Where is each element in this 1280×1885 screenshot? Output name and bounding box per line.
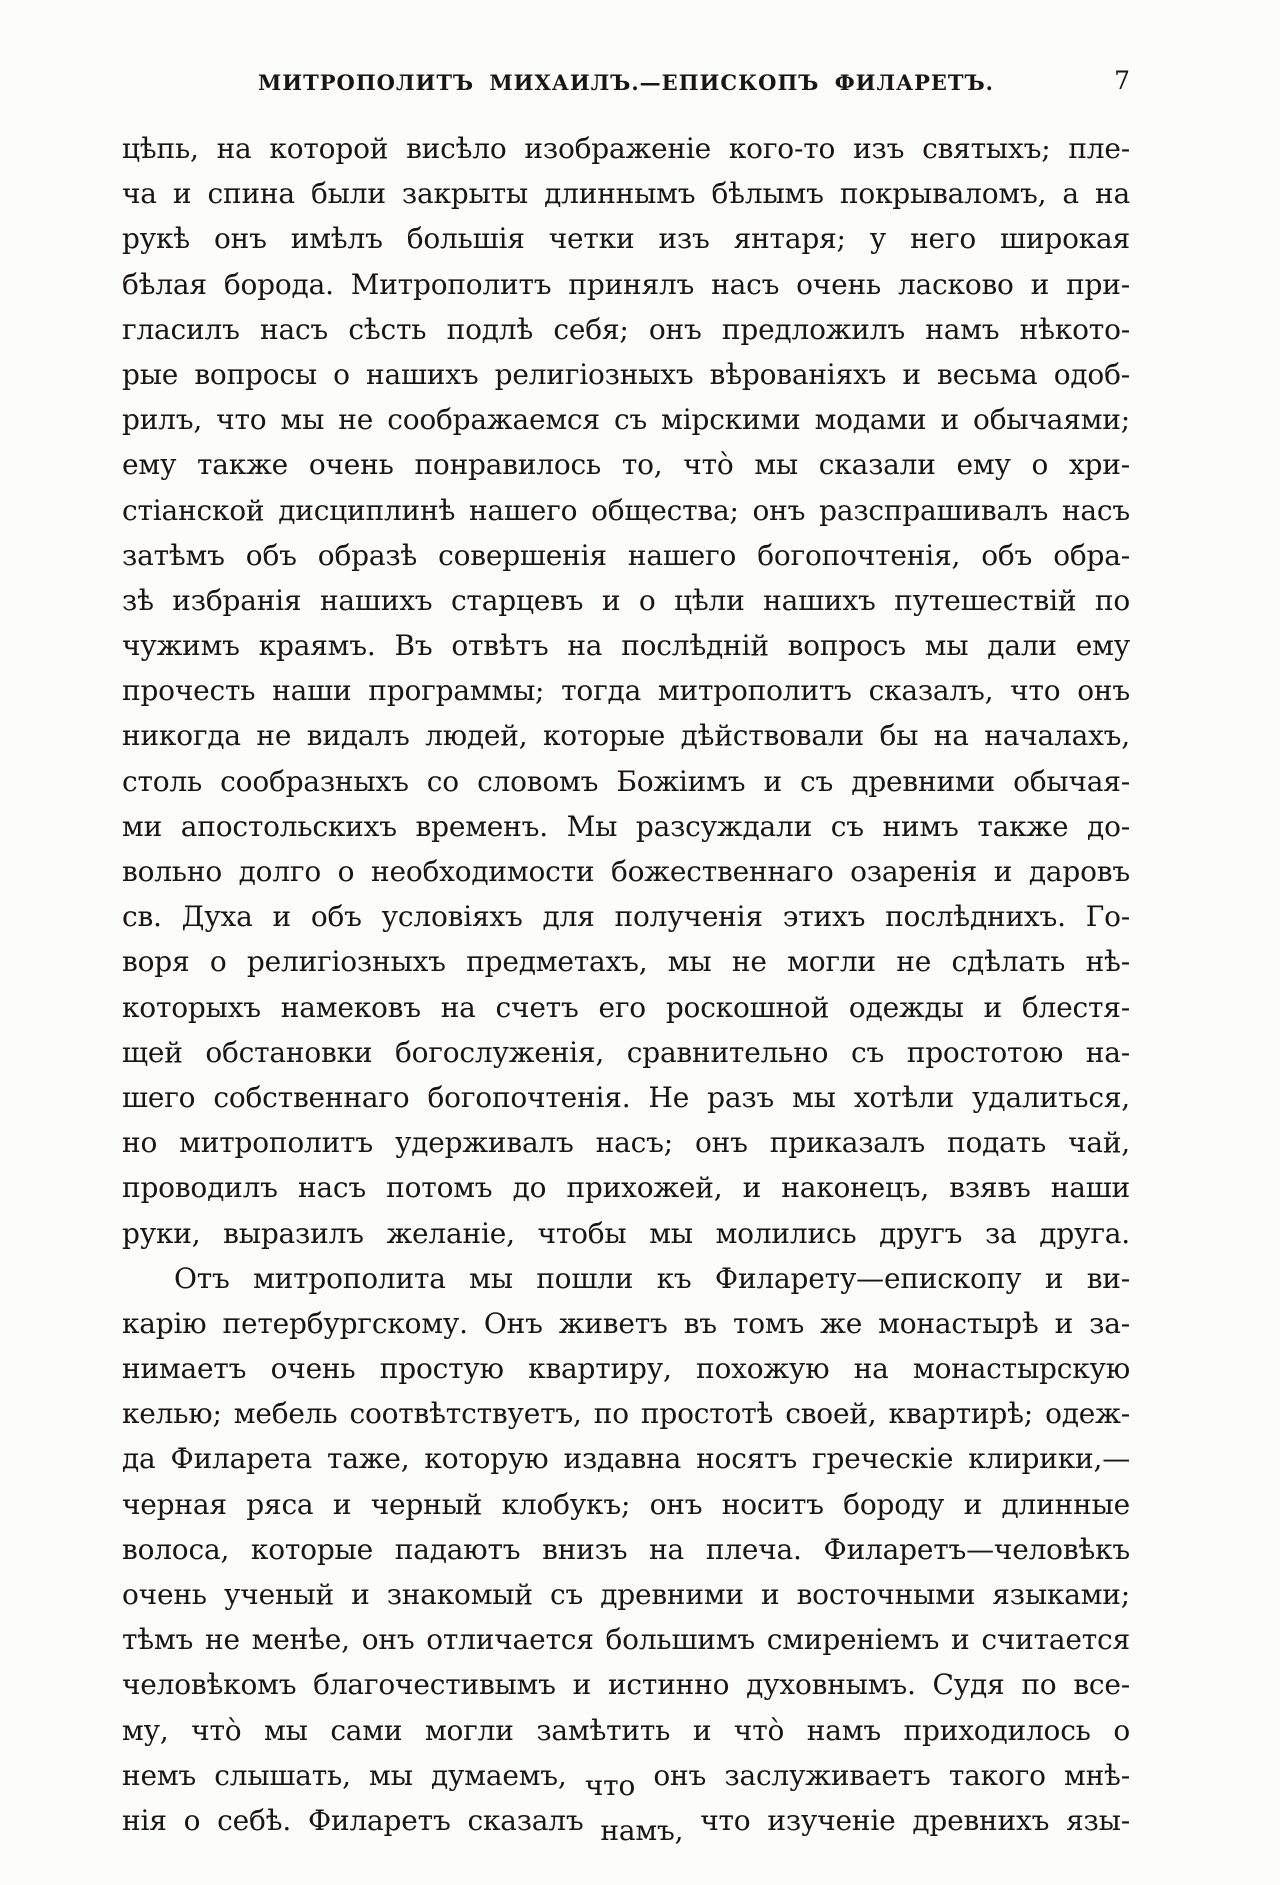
text-line: волоса, которые падаютъ внизъ на плеча. Филаретъ—человѣкъ bbox=[122, 1532, 1130, 1566]
text-line: рые вопросы о нашихъ религіозныхъ вѣрованіяхъ и весьма одоб- bbox=[122, 357, 1130, 391]
text-line: зѣ избранія нашихъ старцевъ и о цѣли нашихъ путешествій по bbox=[122, 583, 1130, 617]
text-line: цѣпь, на которой висѣло изображеніе кого-то изъ святыхъ; пле- bbox=[122, 132, 1130, 165]
text-line: но митрополитъ удерживалъ насъ; онъ приказалъ подать чай, bbox=[122, 1126, 1130, 1160]
text-line: щей обстановки богослуженія, сравнительно съ простотою на- bbox=[122, 1035, 1130, 1069]
text-line: никогда не видалъ людей, которые дѣйствовали бы на началахъ, bbox=[122, 719, 1130, 753]
text-line: нимаетъ очень простую квартиру, похожую на монастырскую bbox=[122, 1352, 1130, 1386]
sunken-word: намъ, bbox=[600, 1813, 684, 1847]
text-line: немъ слышать, мы думаемъ, что онъ заслуживаетъ такого мнѣ- bbox=[122, 1758, 1130, 1802]
text-line: карію петербургскому. Онъ живетъ въ томъ же монастырѣ и за- bbox=[122, 1306, 1130, 1340]
text-line: бѣлая борода. Митрополитъ принялъ насъ очень ласково и при- bbox=[122, 267, 1130, 301]
text-line: которыхъ намековъ на счетъ его роскошной одежды и блестя- bbox=[122, 990, 1130, 1024]
text-line: прочесть наши программы; тогда митрополитъ сказалъ, что онъ bbox=[122, 674, 1130, 708]
text-line: Отъ митрополита мы пошли къ Филарету—епископу и ви- bbox=[174, 1261, 1130, 1295]
text-line: воря о религіозныхъ предметахъ, мы не могли не сдѣлать нѣ- bbox=[122, 945, 1130, 979]
text-line: столь сообразныхъ со словомъ Божіимъ и съ древними обычая- bbox=[122, 764, 1130, 798]
text-line: келью; мебель соотвѣтствуетъ, по простотѣ своей, квартирѣ; одеж- bbox=[122, 1397, 1130, 1431]
text-line: проводилъ насъ потомъ до прихожей, и наконецъ, взявъ наши bbox=[122, 1171, 1130, 1205]
paragraph bbox=[122, 1256, 1130, 1847]
text-line: гласилъ насъ сѣсть подлѣ себя; онъ предложилъ намъ нѣкото- bbox=[122, 312, 1130, 346]
text-line: му, что̀ мы сами могли замѣтить и что̀ намъ приходилось о bbox=[122, 1713, 1130, 1747]
text-line: руки, выразилъ желаніе, чтобы мы молились другъ за друга. bbox=[122, 1216, 1130, 1250]
text-line: человѣкомъ благочестивымъ и истинно духовнымъ. Судя по все- bbox=[122, 1668, 1130, 1702]
text-line: рукѣ онъ имѣлъ большія четки изъ янтаря; у него широкая bbox=[122, 222, 1130, 256]
paragraph bbox=[122, 126, 1130, 1256]
text-line: нія о себѣ. Филаретъ сказалъ намъ, что изученіе древнихъ язы- bbox=[122, 1803, 1130, 1847]
text-line: очень ученый и знакомый съ древними и восточными языками; bbox=[122, 1578, 1130, 1611]
text-line: чужимъ краямъ. Въ отвѣтъ на послѣдній вопросъ мы дали ему bbox=[122, 629, 1130, 663]
text-line: св. Духа и объ условіяхъ для полученія этихъ послѣднихъ. Го- bbox=[122, 900, 1130, 934]
text-line: ча и спина были закрыты длиннымъ бѣлымъ покрываломъ, а на bbox=[122, 177, 1130, 211]
page-body bbox=[122, 126, 1130, 1847]
text-line: рилъ, что мы не соображаемся съ мірскими модами и обычаями; bbox=[122, 403, 1130, 437]
text-line: стіанской дисциплинѣ нашего общества; онъ разспрашивалъ насъ bbox=[122, 493, 1130, 527]
text-line: вольно долго о необходимости божественнаго озаренія и даровъ bbox=[122, 855, 1130, 888]
text-line: ми апостольскихъ временъ. Мы разсуждали съ нимъ также до- bbox=[122, 809, 1130, 843]
text-line: ему также очень понравилось то, что̀ мы сказали ему о хри- bbox=[122, 448, 1130, 482]
text-line: тѣмъ не менѣе, онъ отличается большимъ смиреніемъ и считается bbox=[122, 1623, 1130, 1657]
text-line: шего собственнаго богопочтенія. Не разъ мы хотѣли удалиться, bbox=[122, 1080, 1130, 1114]
text-line: затѣмъ объ образѣ совершенія нашего богопочтенія, объ обра- bbox=[122, 538, 1130, 572]
running-header-title: МИТРОПОЛИТЪ МИХАИЛЪ.—ЕПИСКОПЪ ФИЛАРЕТЪ. bbox=[258, 70, 994, 95]
sunken-word: что bbox=[584, 1768, 636, 1802]
text-line: да Филарета таже, которую издавна носятъ греческіе клирики,— bbox=[122, 1442, 1130, 1476]
text-line: черная ряса и черный клобукъ; онъ носитъ бороду и длинные bbox=[122, 1487, 1130, 1521]
page-header bbox=[122, 66, 1130, 104]
page-number: 7 bbox=[1114, 66, 1130, 95]
